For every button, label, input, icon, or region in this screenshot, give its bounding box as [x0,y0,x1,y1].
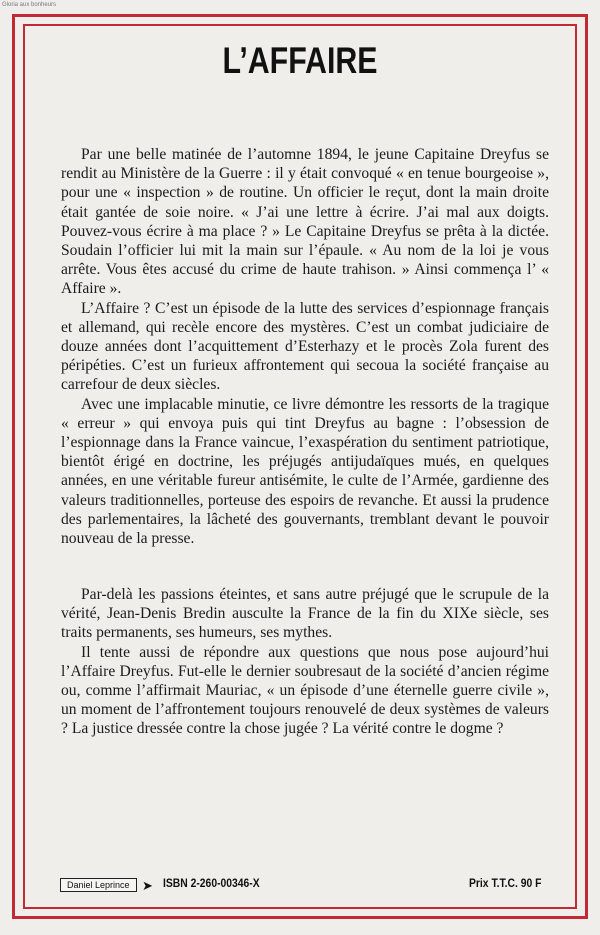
description-block-2 [61,585,549,739]
publisher-label: Daniel Leprince [60,878,137,892]
arrow-icon: ➤ [142,878,153,893]
paragraph-affaire: L’Affaire ? C’est un épisode de la lutte des services d’espionnage français et allemand, qui recèle encore des mystères. C’est un combat judiciaire de douze années dont l’acquittement d’Esterhazy et le procès Zola furent des péripéties. C’est un furieux affrontement qui secoua la société française au carrefour de deux siècles. [61,299,549,394]
back-cover-footer [0,876,600,896]
paragraph-arrest: Par une belle matinée de l’automne 1894, le jeune Capitaine Dreyfus se rendit au Ministère de la Guerre : il y était convoqué « en tenue bourgeoise », pour une « inspection » de routine. Un officier le reçut, dont la main droite était gantée de soie noire. « J’ai une lettre à écrire. J’ai mal aux doigts. Pouvez-vous écrire à ma place ? » Le Capitaine Dreyfus se prêta à la dictée. Soudain l’officier lui mit la main sur l’épaule. « Au nom de la loi je vous arrête. Vous êtes accusé du crime de haute trahison. » Ainsi commença l’ « Affaire ». [61,146,549,298]
isbn-number: ISBN 2-260-00346-X [163,878,260,890]
book-title: L’AFFAIRE [222,40,378,81]
paragraph-bredin: Par-delà les passions éteintes, et sans autre préjugé que le scrupule de la vérité, Jean-Denis Bredin ausculte la France de la fin du XIXe siècle, ses traits permanents, ses humeurs, ses mythes. [61,586,549,642]
paragraph-erreur: Avec une implacable minutie, ce livre démontre les ressorts de la tragique « erreur » qui envoya puis qui tint Dreyfus au bagne : l’obsession de l’espionnage dans la France vaincue, l’exaspération du sentiment patriotique, bientôt érigé en doctrine, les préjugés antijudaïques mués, en quelques années, en une véritable fureur antisémite, le culte de l’Armée, gardienne des valeurs traditionnelles, porteuse des espoirs de revanche. Et aussi la prudence des parlementaires, la lâcheté des gouvernants, tremblant devant le pouvoir nouveau de la presse. [61,395,549,548]
price-label: Prix T.T.C. 90 F [469,878,542,890]
watermark-text: Gloria aux bonheurs [2,2,57,8]
paragraph-questions: Il tente aussi de répondre aux questions que nous pose aujourd’hui l’Affaire Dreyfus. Fut-elle le dernier soubresaut de la société d’ancien régime ou, comme l’affirmait Mauriac, « un épisode d’une éternelle guerre civile », un moment de l’affrontement toujours renouvelé de deux systèmes de valeurs ? La justice dressée contre la chose jugée ? La vérité contre le dogme ? [61,643,549,738]
description-block-1 [61,145,549,548]
